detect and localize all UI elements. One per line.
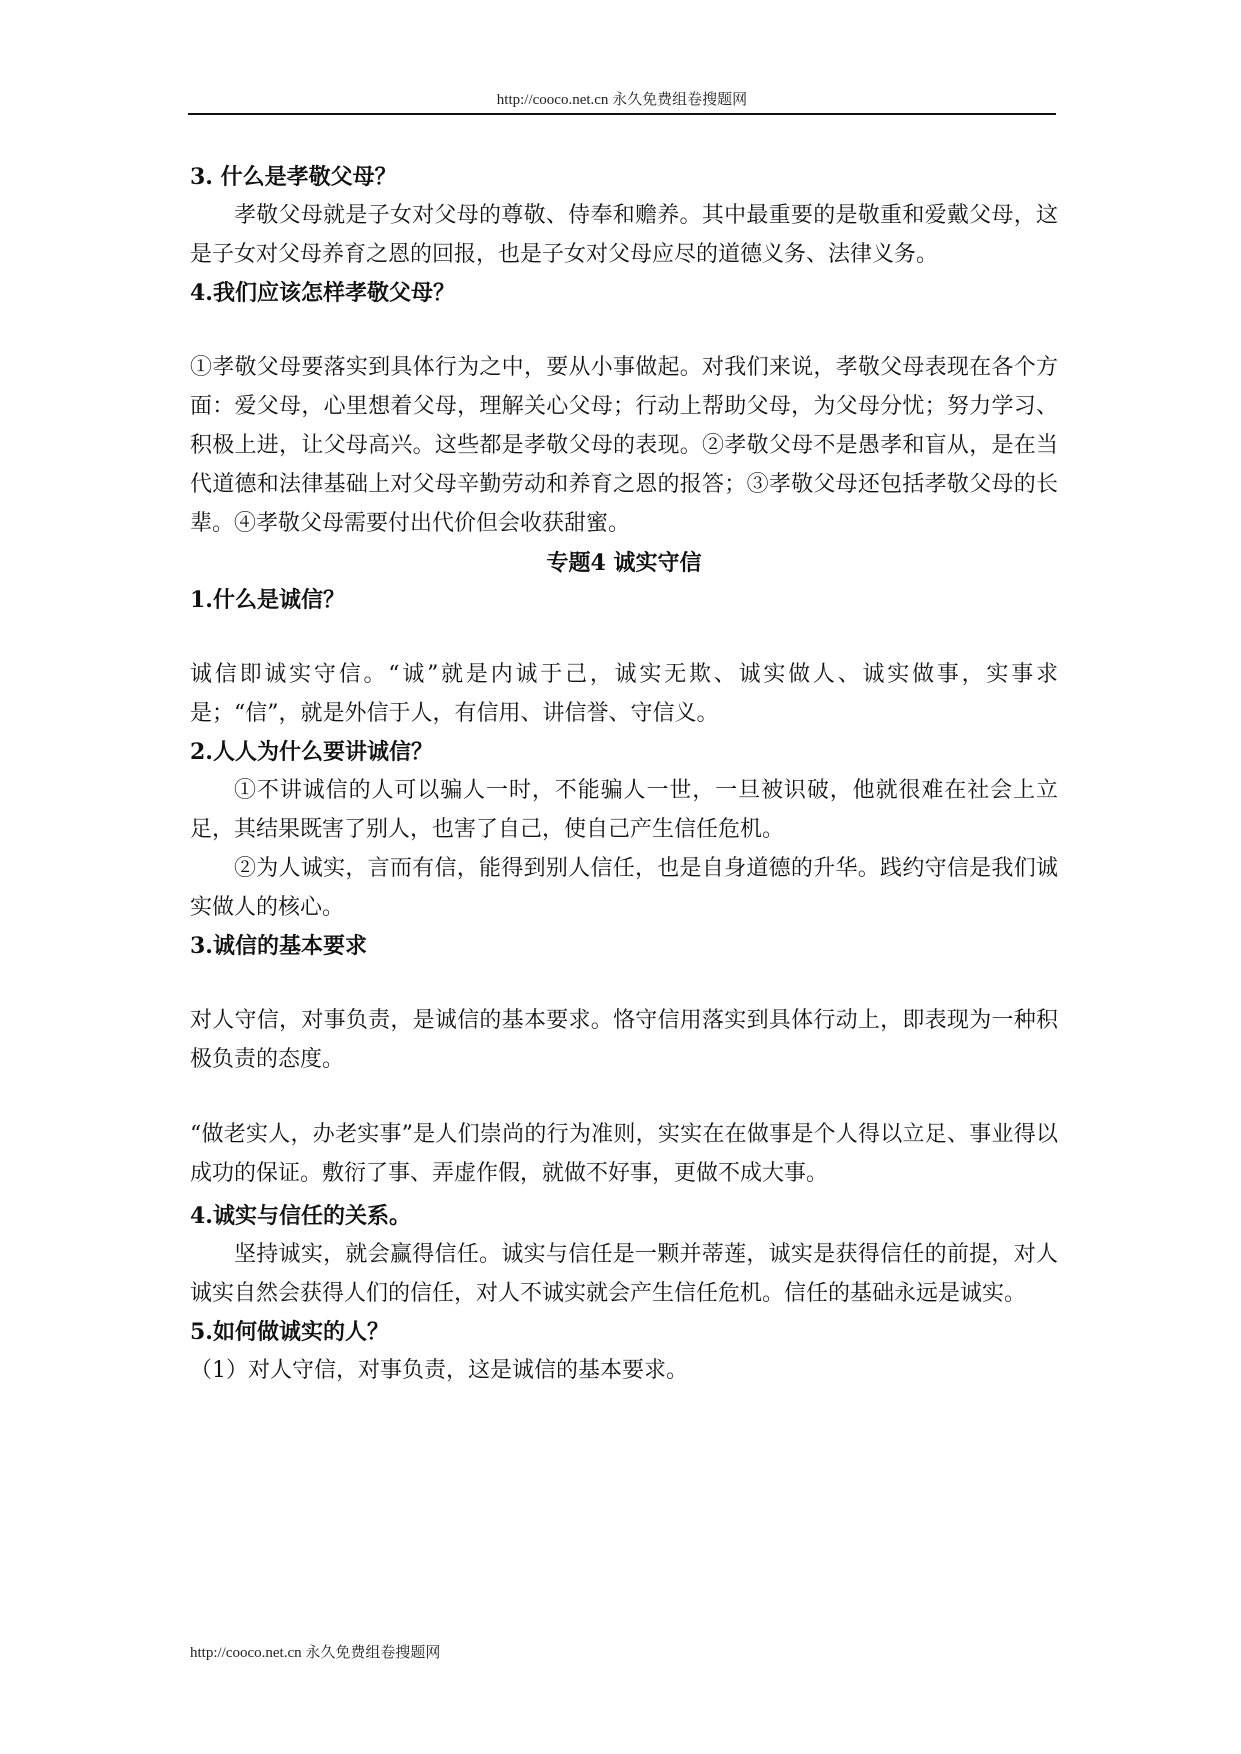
- question-title-what-is-filial-piety: 3. 什么是孝敬父母？: [190, 164, 397, 190]
- answer-paragraph: 坚持诚实，就会赢得信任。诚实与信任是一颗并蒂莲，诚实是获得信任的前提，对人诚实自然会获得人们的信任，对人不诚实就会产生信任危机。信任的基础永远是诚实。: [190, 1242, 1058, 1306]
- topic-title: 专题4 诚实守信: [546, 550, 702, 576]
- document-body: [190, 158, 1058, 1390]
- answer-paragraph: （1）对人守信，对事负责，这是诚信的基本要求。: [190, 1358, 688, 1383]
- question-title-how-to-be-honest: 5.如何做诚实的人？: [190, 1319, 389, 1345]
- question-title-how-to-honor-parents: 4.我们应该怎样孝敬父母？: [190, 280, 455, 306]
- answer-paragraph: ①孝敬父母要落实到具体行为之中，要从小事做起。对我们来说，孝敬父母表现在各个方面：爱父母，心里想着父母，理解关心父母；行动上帮助父母，为父母分忧；努力学习、积极上进，让父母高兴。这些都是孝敬父母的表现。②孝敬父母不是愚孝和盲从，是在当代道德和法律基础上对父母辛勤劳动和养育之恩的报答；③孝敬父母还包括孝敬父母的长辈。④孝敬父母需要付出代价但会收获甜蜜。: [190, 355, 1058, 536]
- question-title-integrity-requirements: 3.诚信的基本要求: [190, 933, 367, 959]
- header-divider: [188, 113, 1056, 115]
- answer-paragraph: 孝敬父母就是子女对父母的尊敬、侍奉和赡养。其中最重要的是敬重和爱戴父母，这是子女对父母养育之恩的回报，也是子女对父母应尽的道德义务、法律义务。: [190, 203, 1058, 267]
- question-title-what-is-integrity: 1.什么是诚信？: [190, 587, 345, 613]
- answer-paragraph: 诚信即诚实守信。“诚”就是内诚于己，诚实无欺、诚实做人、诚实做事，实事求是；“信”，就是外信于人，有信用、讲信誉、守信义。: [190, 662, 1058, 726]
- question-title-why-integrity: 2.人人为什么要讲诚信？: [190, 739, 433, 765]
- page-header: http://cooco.net.cn 永久免费组卷搜题网: [496, 92, 748, 108]
- answer-paragraph: “做老实人，办老实事”是人们崇尚的行为准则，实实在在做事是个人得以立足、事业得以成功的保证。敷衍了事、弄虚作假，就做不好事，更做不成大事。: [190, 1122, 1058, 1186]
- answer-paragraph: 对人守信，对事负责，是诚信的基本要求。恪守信用落实到具体行动上，即表现为一种积极负责的态度。: [190, 1008, 1058, 1072]
- answer-paragraph: ①不讲诚信的人可以骗人一时，不能骗人一世，一旦被识破，他就很难在社会上立足，其结果既害了别人，也害了自己，使自己产生信任危机。: [190, 778, 1058, 842]
- answer-paragraph: ②为人诚实，言而有信，能得到别人信任，也是自身道德的升华。践约守信是我们诚实做人的核心。: [190, 856, 1058, 920]
- question-title-honesty-and-trust: 4.诚实与信任的关系。: [190, 1203, 411, 1229]
- page-footer: http://cooco.net.cn 永久免费组卷搜题网: [190, 1645, 441, 1661]
